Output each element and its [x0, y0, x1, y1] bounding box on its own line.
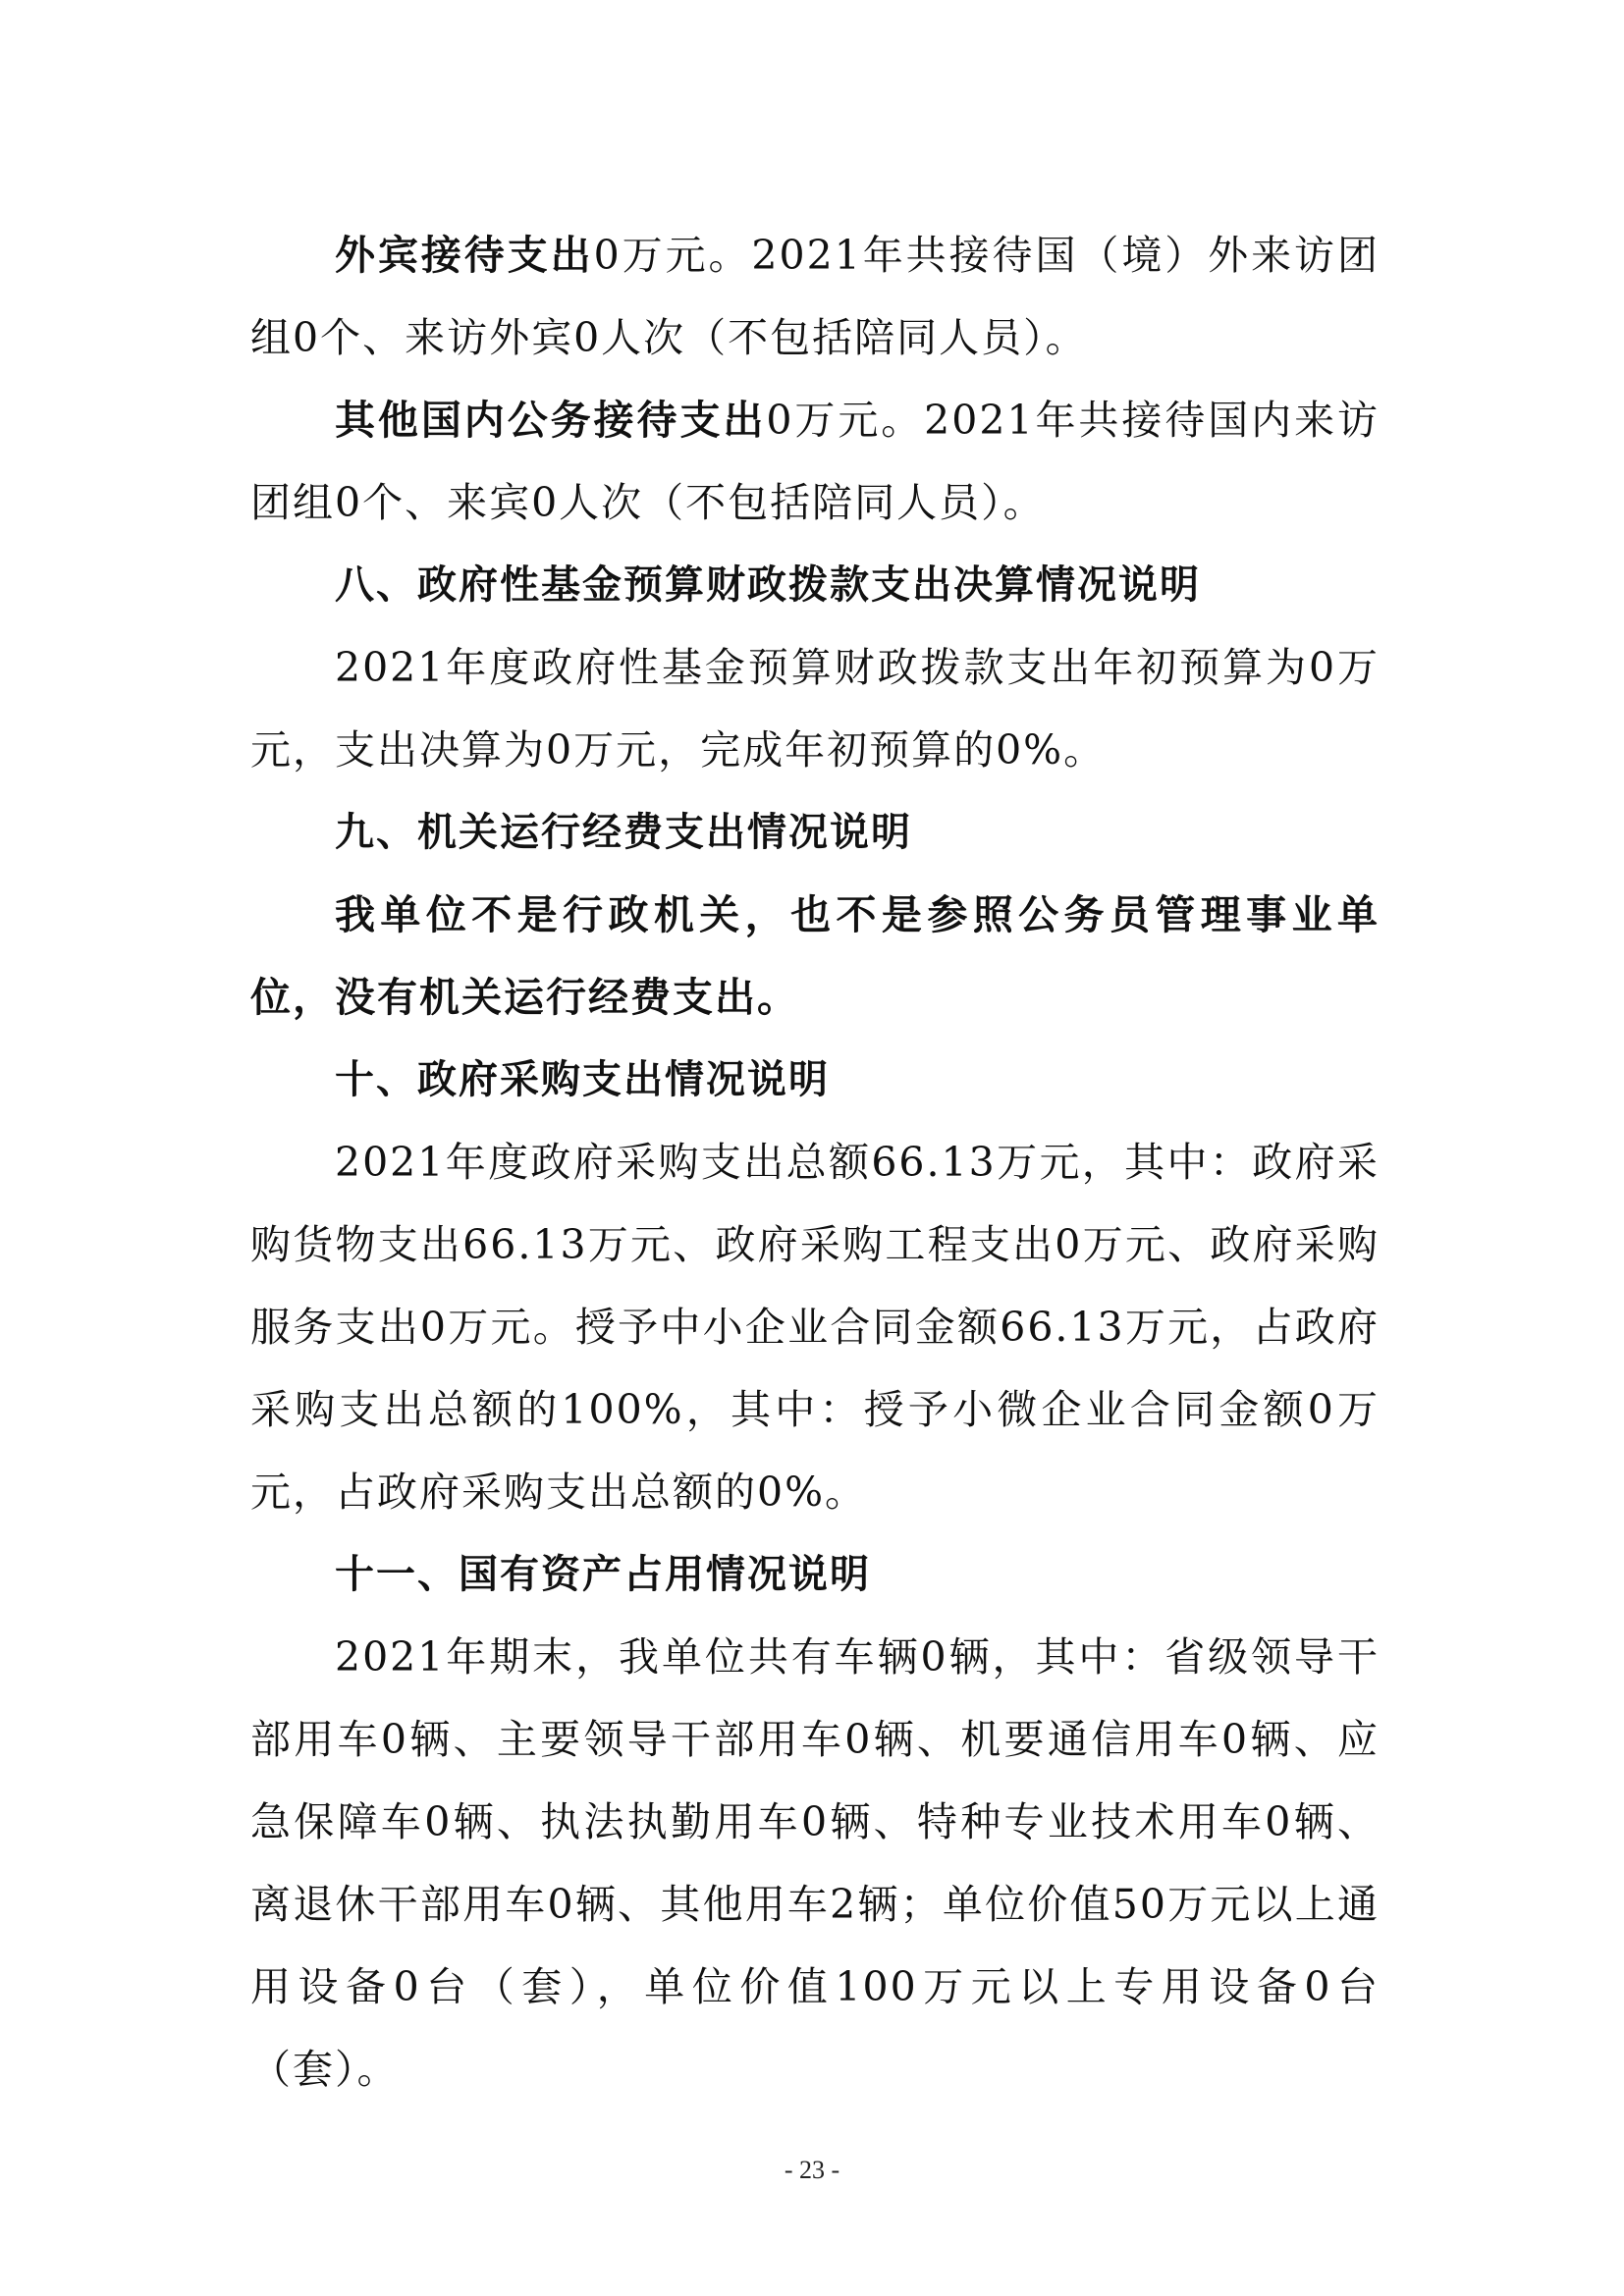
paragraph-text: 0万元。2021年共接待国（境）外来访团组0个、来访外宾0人次（不包括陪同人员）。	[250, 232, 1380, 361]
section-body-8: 2021年度政府性基金预算财政拨款支出年初预算为0万元，支出决算为0万元，完成年初预算的0%。	[250, 644, 1380, 774]
document-page	[250, 214, 1380, 2110]
foreign-guest-reception-paragraph	[250, 214, 1380, 379]
section-heading-10: 十、政府采购支出情况说明	[335, 1057, 830, 1102]
section-body-9: 我单位不是行政机关，也不是参照公务员管理事业单位，没有机关运行经费支出。	[250, 891, 1380, 1021]
section-heading-9: 九、机关运行经费支出情况说明	[335, 810, 912, 855]
section-heading-11: 十一、国有资产占用情况说明	[335, 1552, 871, 1597]
section-body-11: 2021年期末，我单位共有车辆0辆，其中：省级领导干部用车0辆、主要领导干部用车0辆、机要通信用车0辆、应急保障车0辆、执法执勤用车0辆、特种专业技术用车0辆、离退休干部用车0辆、其他用车2辆；单位价值50万元以上通用设备0台（套），单位价值100万元以上专用设备0台（套）。	[250, 1633, 1380, 2093]
section-heading-8: 八、政府性基金预算财政拨款支出决算情况说明	[335, 562, 1201, 608]
section-body-10: 2021年度政府采购支出总额66.13万元，其中：政府采购货物支出66.13万元、政府采购工程支出0万元、政府采购服务支出0万元。授予中小企业合同金额66.13万元，占政府采购支出总额的100%，其中：授予小微企业合同金额0万元，占政府采购支出总额的0%。	[250, 1139, 1380, 1516]
paragraph-text: 0万元。2021年共接待国内来访团组0个、来宾0人次（不包括陪同人员）。	[250, 397, 1380, 526]
page-number: - 23 -	[784, 2156, 840, 2184]
domestic-reception-paragraph	[250, 379, 1380, 544]
paragraph-lead: 其他国内公务接待支出	[335, 397, 767, 444]
paragraph-lead: 外宾接待支出	[335, 232, 594, 279]
